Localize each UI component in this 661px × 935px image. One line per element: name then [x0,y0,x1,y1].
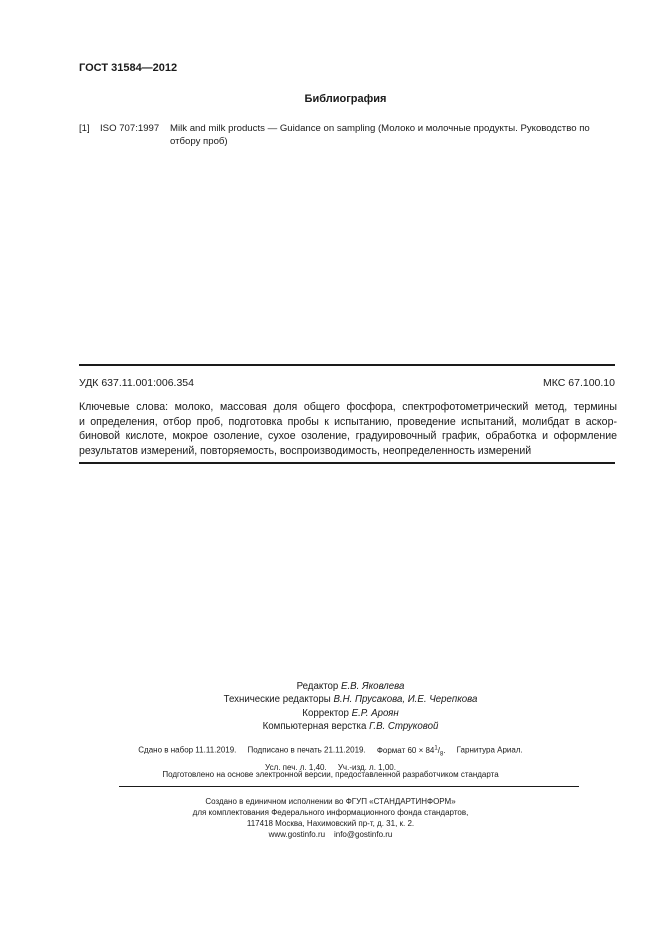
tech-editors-label: Технические редакторы [223,694,331,706]
corrector-label: Корректор [302,707,349,719]
keywords-line: и определения, отбор проб, подготовка пробы к испытанию, проведение испытаний, молибдат в аскор- [79,415,617,428]
bibliography-title: Библиография [304,93,387,105]
top-divider [79,364,615,366]
format-prefix: Формат 60 × 84 [376,745,435,755]
entry-reference: ISO 707:1997 [100,123,160,134]
editor-label: Редактор [296,681,339,692]
layout-label: Компьютерная верстка [262,721,367,733]
keywords-line: биновой кислоте, мокрое озоление, сухое озоление, градуировочный график, обработка и оформление [79,430,617,442]
prepared-note: Подготовлено на основе электронной версии, предоставленной разработчиком стандарта [162,770,499,779]
entry-description: Milk and milk products — Guidance on sampling (Молоко и молочные продукты. Руководство по отбору проб) [170,123,590,147]
standard-code: ГОСТ 31584—2012 [79,62,178,74]
bottom-divider [79,462,615,464]
tech-editors-row [0,693,661,706]
format-info: Формат $60 \times 84^1/_8$. [376,745,446,758]
footer-divider [119,786,579,787]
corrector-name: Е.Р. Ароян [351,707,399,719]
footer-line: для комплектования Федерального информационного фонда стандартов, [192,808,469,817]
editor-row [0,680,661,693]
udk-code: УДК 637.11.001:006.354 [79,377,194,389]
layout-name: Г.В. Струковой [369,721,439,733]
keywords-line: результатов измерений, повторяемость, воспроизводимость, неопределенность измерений [79,444,532,457]
footer-contacts: www.gostinfo.ru info@gostinfo.ru [268,830,393,839]
signed-date: Подписано в печать 21.11.2019. [247,745,366,755]
format-sub: 8 [439,751,444,758]
footer-line: Создано в единичном исполнении во ФГУП «СТАНДАРТИНФОРМ» [205,797,456,806]
layout-row [0,720,661,733]
publication-row-1 [0,741,661,761]
publisher-footer [0,796,661,840]
keywords-block [79,400,617,458]
footer-line: 117418 Москва, Нахимовский пр-т, д. 31, к. 2. [246,819,415,828]
typeface-info: Гарнитура Ариал. [456,745,523,755]
tech-editors-names: В.Н. Прусакова, И.Е. Черепкова [333,694,478,706]
corrector-row [0,707,661,720]
credits-block [0,680,661,734]
keywords-line: Ключевые слова: молоко, массовая доля общего фосфора, спектрофотометрический метод, термины [79,401,617,413]
entry-number: [1] [79,123,90,134]
mks-code: МКС 67.100.10 [543,377,615,389]
print-sheets: Усл. печ. л. 1,40. [265,763,327,773]
publisher-sheets: Уч.-изд. л. 1,00. [337,763,396,773]
editor-name: Е.В. Яковлева [341,681,405,692]
submitted-date: Сдано в набор 11.11.2019. [138,745,237,755]
format-sup: 1 [434,745,438,751]
